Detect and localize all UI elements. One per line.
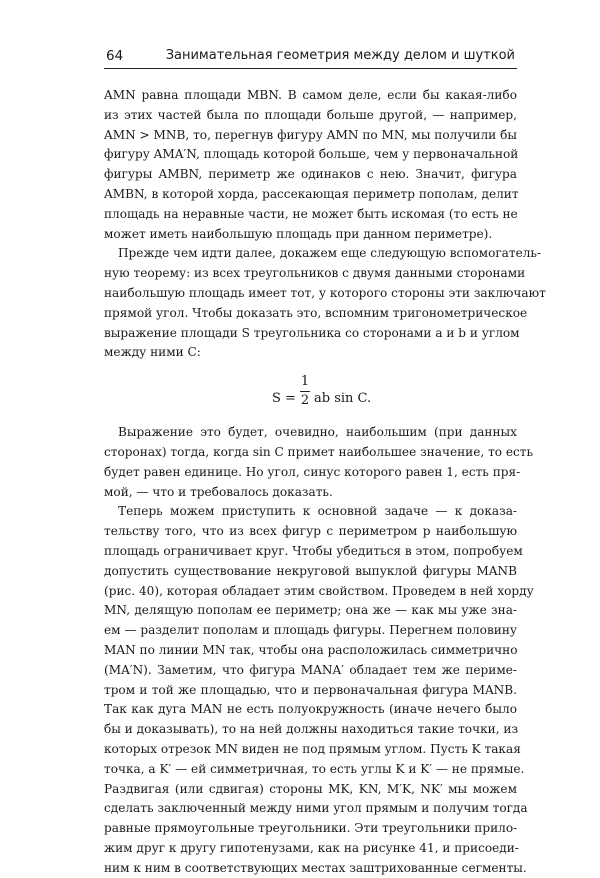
text-line: (рис. 40), которая обладает этим свойством. Проведем в ней хорду: [104, 583, 534, 598]
text-line: из этих частей была по площади больше другой, — например,: [104, 107, 517, 122]
text-line: Так как дуга MAN не есть полуокружность (иначе нечего было: [104, 702, 517, 717]
text-line: сторонах) тогда, когда sin C примет наибольшее значение, то есть: [104, 444, 534, 459]
paragraph-1: [104, 86, 517, 244]
text-line: ную теорему: из всех треугольников с двумя данными сторонами: [104, 266, 526, 281]
paragraph-3: [104, 423, 534, 502]
text-line: будет равен единице. Но угол, синус которого равен 1, есть пря-: [104, 464, 521, 479]
text-line: MN, делящую пополам ее периметр; она же — как мы уже зна-: [104, 603, 517, 618]
text-line: допустить существование некруговой выпуклой фигуры MANB: [104, 563, 517, 578]
text-line: равные прямоугольные треугольники. Эти треугольники прило-: [104, 821, 518, 836]
fraction-numerator: 1: [300, 374, 310, 390]
text-line: мой, — что и требовалось доказать.: [104, 484, 333, 499]
text-line: тром и той же площадью, что и первоначальная фигура MANB.: [104, 682, 517, 697]
text-line: AMN равна площади MBN. В самом деле, если бы какая-либо: [104, 88, 517, 102]
text-line: площадь на неравные части, не может быть искомая (то есть не: [104, 206, 518, 221]
fraction-denominator: 2: [300, 393, 310, 409]
running-header: [104, 46, 517, 69]
text-line: сделать заключенный между ними угол прямым и получим тогда: [104, 801, 528, 816]
text-line: которых отрезок MN виден не под прямым углом. Пусть K такая: [104, 741, 521, 756]
text-line: может иметь наибольшую площадь при данном периметре).: [104, 226, 493, 241]
formula-lhs: S =: [272, 391, 296, 407]
text-line: AMBN, в которой хорда, рассекающая периметр пополам, делит: [104, 186, 519, 201]
text-line: бы и доказывать), то на ней должны находиться такие точки, из: [104, 722, 519, 737]
area-formula: [104, 363, 517, 423]
text-line: выражение площади S треугольника со сторонами a и b и углом: [104, 325, 520, 340]
text-line: площадь ограничивает круг. Чтобы убедиться в этом, попробуем: [104, 543, 523, 558]
page-number: 64: [106, 48, 124, 64]
text-line: MAN по линии MN так, чтобы она расположилась симметрично: [104, 642, 518, 657]
text-line: Теперь можем приступить к основной задаче — к доказа-: [118, 504, 517, 519]
running-title: Занимательная геометрия между делом и шуткой: [165, 48, 515, 63]
text-line: между ними C:: [104, 345, 201, 360]
text-line: Раздвигая (или сдвигая) стороны MK, KN, M′K, NK′ мы можем: [104, 781, 517, 796]
text-line: фигуру AMA′N, площадь которой больше, чем у первоначальной: [104, 147, 519, 162]
text-line: жим друг к другу гипотенузами, как на рисунке 41, и присоеди-: [104, 840, 519, 855]
paragraph-4: [104, 502, 534, 878]
text-line: фигуры AMBN, периметр же одинаков с нею. Значит, фигура: [104, 167, 517, 182]
paragraph-2: [104, 244, 546, 363]
formula-fraction: [300, 373, 310, 410]
text-line: Выражение это будет, очевидно, наибольшим (при данных: [118, 425, 517, 440]
text-line: ем — разделит пополам и площадь фигуры. Перегнем половину: [104, 623, 517, 638]
text-line: Прежде чем идти далее, докажем еще следующую вспомогатель-: [118, 246, 542, 261]
formula-rhs: ab sin C.: [314, 391, 372, 407]
text-line: AMN > MNB, то, перегнув фигуру AMN по MN, мы получили бы: [104, 127, 517, 142]
text-line: наибольшую площадь имеет тот, у которого стороны эти заключают: [104, 285, 546, 300]
text-line: точка, а K′ — ей симметричная, то есть углы K и K′ — не прямые.: [104, 761, 525, 776]
text-line: тельству того, что из всех фигур с периметром p наибольшую: [104, 524, 517, 539]
text-line: (MA′N). Заметим, что фигура MANA′ обладает тем же периме-: [104, 662, 517, 677]
text-line: прямой угол. Чтобы доказать это, вспомним тригонометрическое: [104, 305, 528, 320]
text-line: ним к ним в соответствующих местах заштрихованные сегменты.: [104, 860, 527, 875]
page-body: [104, 86, 546, 878]
